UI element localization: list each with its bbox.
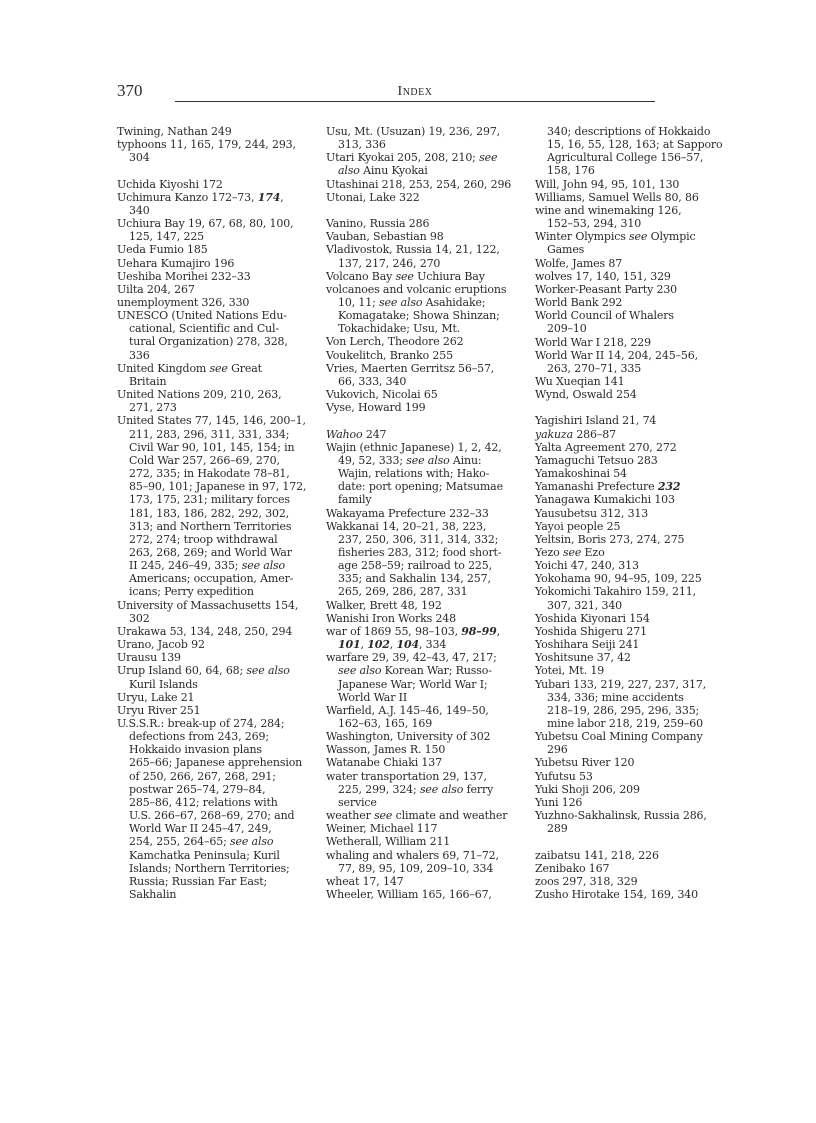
index-entry-subline: 152–53, 294, 310 bbox=[547, 217, 642, 231]
index-entry-subline: Tokachidake; Usu, Mt. bbox=[338, 322, 461, 336]
index-entry bbox=[117, 362, 305, 388]
index-entry-heading: Yagishiri Island 21, 74 bbox=[535, 414, 657, 428]
index-entry-heading: Yalta Agreement 270, 272 bbox=[535, 440, 677, 454]
index-entry bbox=[535, 493, 725, 506]
index-entry bbox=[535, 441, 725, 454]
index-entry-heading: Uchida Kiyoshi 172 bbox=[117, 177, 223, 191]
index-column-1 bbox=[117, 125, 305, 901]
index-entry-heading: Wahoo 247 bbox=[326, 427, 387, 441]
index-entry-subline: Sakhalin bbox=[129, 888, 177, 902]
index-entry bbox=[326, 401, 516, 414]
index-entry bbox=[117, 283, 305, 296]
index-entry-heading: Will, John 94, 95, 101, 130 bbox=[535, 177, 680, 191]
index-entry-heading: Zusho Hirotake 154, 169, 340 bbox=[535, 888, 698, 902]
index-entry bbox=[326, 599, 516, 612]
index-entry bbox=[535, 875, 725, 888]
index-entry-subline: Civil War 90, 101, 145, 154; in bbox=[129, 440, 295, 454]
index-entry bbox=[535, 770, 725, 783]
index-entry-heading: World Council of Whalers bbox=[535, 309, 674, 323]
index-entry-heading: Wajin (ethnic Japanese) 1, 2, 42, bbox=[326, 440, 502, 454]
index-entry-subline: Agricultural College 156–57, bbox=[547, 151, 704, 165]
index-entry-subline: Britain bbox=[129, 374, 167, 388]
index-entry bbox=[326, 770, 516, 809]
letter-section-gap bbox=[326, 414, 516, 427]
index-entry-heading: volcanoes and volcanic eruptions bbox=[326, 282, 507, 296]
index-entry bbox=[326, 349, 516, 362]
index-entry bbox=[117, 257, 305, 270]
index-entry-heading: Wanishi Iron Works 248 bbox=[326, 611, 457, 625]
letter-section-gap bbox=[326, 204, 516, 217]
index-entry-heading: wine and winemaking 126, bbox=[535, 203, 682, 217]
index-entry bbox=[326, 822, 516, 835]
index-entry-heading: Yuzhno-Sakhalinsk, Russia 286, bbox=[535, 809, 707, 823]
index-entry bbox=[117, 309, 305, 362]
index-entry-heading: Yausubetsu 312, 313 bbox=[535, 506, 649, 520]
index-entry-heading: U.S.S.R.: break-up of 274, 284; bbox=[117, 717, 285, 731]
index-entry bbox=[535, 585, 725, 611]
index-entry bbox=[326, 625, 516, 651]
index-entry-heading: Voukelitch, Branko 255 bbox=[326, 348, 453, 362]
index-entry-heading: Urausu 139 bbox=[117, 651, 181, 665]
index-entry-subline: 49, 52, 333; see also Ainu: bbox=[338, 453, 482, 467]
index-entry bbox=[535, 414, 725, 427]
index-entry-subline: fisheries 283, 312; food short- bbox=[338, 545, 502, 559]
index-entry-subline: 158, 176 bbox=[547, 164, 595, 178]
index-entry bbox=[535, 664, 725, 677]
index-entry bbox=[326, 178, 516, 191]
index-entry bbox=[535, 309, 725, 335]
index-entry-heading: Yoichi 47, 240, 313 bbox=[535, 559, 639, 573]
index-entry bbox=[535, 888, 725, 901]
index-entry-subline: 225, 299, 324; see also ferry bbox=[338, 782, 494, 796]
index-entry-heading: Yuki Shoji 206, 209 bbox=[535, 782, 640, 796]
index-entry-heading: Yanagawa Kumakichi 103 bbox=[535, 493, 675, 507]
index-entry-subline: also Ainu Kyokai bbox=[338, 164, 428, 178]
index-entry-heading: Wheeler, William 165, 166–67, bbox=[326, 888, 492, 902]
index-entry bbox=[326, 283, 516, 336]
index-entry-subline: World War II bbox=[338, 690, 408, 704]
running-header-title: Index bbox=[397, 84, 433, 99]
index-entry bbox=[326, 125, 516, 151]
index-entry-heading: Urano, Jacob 92 bbox=[117, 638, 205, 652]
index-entry-subline: 237, 250, 306, 311, 314, 332; bbox=[338, 532, 499, 546]
index-entry-subline: World War II 245–47, 249, bbox=[129, 822, 272, 836]
index-entry-heading: war of 1869 55, 98–103, 98–99, bbox=[326, 624, 501, 638]
index-entry-heading: Twining, Nathan 249 bbox=[117, 125, 232, 138]
index-entry-subline: 254, 255, 264–65; see also bbox=[129, 835, 274, 849]
index-entry bbox=[326, 270, 516, 283]
index-entry-heading: Vyse, Howard 199 bbox=[326, 401, 426, 415]
index-entry-subline: Americans; occupation, Amer- bbox=[129, 572, 294, 586]
index-entry-subline: service bbox=[338, 795, 377, 809]
index-entry-subline: 263, 270–71, 335 bbox=[547, 361, 642, 375]
index-entry-subline: 125, 147, 225 bbox=[129, 230, 205, 244]
index-entry bbox=[535, 546, 725, 559]
index-entry-subline: Hokkaido invasion plans bbox=[129, 743, 262, 757]
index-entry-subline: defections from 243, 269; bbox=[129, 730, 269, 744]
index-entry-heading: Yokomichi Takahiro 159, 211, bbox=[535, 585, 696, 599]
index-entry-subline: 15, 16, 55, 128, 163; at Sapporo bbox=[547, 138, 723, 152]
index-entry-subline: 340 bbox=[129, 203, 150, 217]
index-entry bbox=[326, 428, 516, 441]
index-entry-subline: Russia; Russian Far East; bbox=[129, 874, 268, 888]
index-entry bbox=[535, 533, 725, 546]
index-entry-heading: Ueda Fumio 185 bbox=[117, 243, 208, 257]
index-entry bbox=[326, 230, 516, 243]
index-entry-heading: Wakkanai 14, 20–21, 38, 223, bbox=[326, 519, 487, 533]
index-entry-heading: Utonai, Lake 322 bbox=[326, 190, 420, 204]
index-entry-subline: Wajin, relations with; Hako- bbox=[338, 467, 490, 481]
index-entry-heading: Yamakoshinai 54 bbox=[535, 467, 627, 481]
index-entry bbox=[535, 625, 725, 638]
index-entry-heading: Wasson, James R. 150 bbox=[326, 743, 446, 757]
index-entry bbox=[117, 138, 305, 164]
index-entry bbox=[535, 783, 725, 796]
index-entry bbox=[535, 651, 725, 664]
index-entry-subline: 335; and Sakhalin 134, 257, bbox=[338, 572, 491, 586]
index-entry bbox=[535, 809, 725, 835]
index-entry bbox=[117, 717, 305, 901]
index-entry bbox=[117, 388, 305, 414]
index-entry-subline: cational, Scientific and Cul- bbox=[129, 322, 279, 336]
index-entry bbox=[326, 243, 516, 269]
index-entry bbox=[326, 888, 516, 901]
index-entry-subline: 218–19, 286, 295, 296, 335; bbox=[547, 703, 700, 717]
index-entry bbox=[117, 243, 305, 256]
index-entry-heading: Winter Olympics see Olympic bbox=[535, 230, 696, 244]
index-entry-heading: Yeltsin, Boris 273, 274, 275 bbox=[535, 532, 685, 546]
index-entry-heading: University of Massachusetts 154, bbox=[117, 598, 299, 612]
index-entry-subline: 313, 336 bbox=[338, 138, 386, 152]
index-entry-subline: 77, 89, 95, 109, 209–10, 334 bbox=[338, 861, 494, 875]
index-entry-subline: Komagatake; Showa Shinzan; bbox=[338, 309, 500, 323]
index-entry-heading: zaibatsu 141, 218, 226 bbox=[535, 848, 659, 862]
index-entry-heading: Uryu River 251 bbox=[117, 703, 201, 717]
index-entry-heading: Wetherall, William 211 bbox=[326, 835, 451, 849]
index-entry-heading: United Kingdom see Great bbox=[117, 361, 262, 375]
index-entry bbox=[326, 875, 516, 888]
index-entry bbox=[535, 336, 725, 349]
index-entry-heading: Vries, Maerten Gerritsz 56–57, bbox=[326, 361, 495, 375]
index-entry bbox=[326, 191, 516, 204]
index-entry-subline: Games bbox=[547, 243, 585, 257]
index-entry-heading: Von Lerch, Theodore 262 bbox=[326, 335, 464, 349]
index-entry bbox=[117, 664, 305, 690]
index-entry bbox=[535, 454, 725, 467]
index-entry bbox=[117, 270, 305, 283]
index-entry-heading: Urup Island 60, 64, 68; see also bbox=[117, 664, 290, 678]
index-entry bbox=[326, 151, 516, 177]
index-column-3 bbox=[535, 125, 725, 901]
index-entry bbox=[535, 428, 725, 441]
index-entry-continuation bbox=[535, 125, 725, 178]
index-entry-subline: of 250, 266, 267, 268, 291; bbox=[129, 769, 276, 783]
page-number: 370 bbox=[117, 81, 143, 100]
letter-section-gap bbox=[535, 401, 725, 414]
index-entry-subline: age 258–59; railroad to 225, bbox=[338, 559, 492, 573]
index-entry bbox=[326, 809, 516, 822]
index-entry-heading: Walker, Brett 48, 192 bbox=[326, 598, 442, 612]
index-entry-heading: Uchimura Kanzo 172–73, 174, bbox=[117, 190, 284, 204]
index-entry-subline: 263, 268, 269; and World War bbox=[129, 545, 292, 559]
index-entry bbox=[535, 257, 725, 270]
index-entry-heading: yakuza 286–87 bbox=[535, 427, 616, 441]
index-entry-subline: Islands; Northern Territories; bbox=[129, 861, 290, 875]
index-entry-subline: II 245, 246–49, 335; see also bbox=[129, 559, 286, 573]
index-entry-heading: Usu, Mt. (Usuzan) 19, 236, 297, bbox=[326, 125, 501, 138]
index-entry bbox=[535, 638, 725, 651]
index-entry-subline: 334, 336; mine accidents bbox=[547, 690, 684, 704]
index-entry-heading: typhoons 11, 165, 179, 244, 293, bbox=[117, 138, 296, 152]
index-entry-heading: Zenibako 167 bbox=[535, 861, 610, 875]
index-entry-heading: Yoshida Kiyonari 154 bbox=[535, 611, 650, 625]
index-entry bbox=[535, 375, 725, 388]
letter-section-gap bbox=[117, 164, 305, 177]
index-entry-heading: Utashinai 218, 253, 254, 260, 296 bbox=[326, 177, 512, 191]
index-entry bbox=[326, 730, 516, 743]
index-entry-subline: 181, 183, 186, 282, 292, 302, bbox=[129, 506, 290, 520]
index-entry bbox=[117, 125, 305, 138]
index-entry-heading: World Bank 292 bbox=[535, 296, 623, 310]
index-entry-heading: Yamanashi Prefecture 232 bbox=[535, 480, 681, 494]
index-entry bbox=[117, 191, 305, 217]
index-entry-heading: Yoshitsune 37, 42 bbox=[535, 651, 631, 665]
index-entry bbox=[535, 678, 725, 731]
index-entry-heading: zoos 297, 318, 329 bbox=[535, 874, 638, 888]
index-entry-subline: 289 bbox=[547, 822, 568, 836]
index-entry-heading: Urakawa 53, 134, 248, 250, 294 bbox=[117, 624, 293, 638]
index-entry-subline: 340; descriptions of Hokkaido bbox=[547, 125, 711, 138]
index-entry bbox=[535, 388, 725, 401]
index-entry bbox=[326, 612, 516, 625]
index-entry bbox=[535, 520, 725, 533]
index-entry-subline: Kuril Islands bbox=[129, 677, 198, 691]
index-entry bbox=[326, 388, 516, 401]
index-entry-heading: Watanabe Chiaki 137 bbox=[326, 756, 442, 770]
index-entry bbox=[535, 612, 725, 625]
index-entry bbox=[535, 796, 725, 809]
index-entry bbox=[326, 651, 516, 704]
index-entry bbox=[117, 704, 305, 717]
index-entry bbox=[535, 283, 725, 296]
index-entry bbox=[326, 441, 516, 507]
index-entry bbox=[535, 849, 725, 862]
index-entry-subline: 336 bbox=[129, 348, 150, 362]
index-entry-subline: 272, 274; troop withdrawal bbox=[129, 532, 278, 546]
index-entry-heading: unemployment 326, 330 bbox=[117, 296, 250, 310]
index-entry-heading: Vladivostok, Russia 14, 21, 122, bbox=[326, 243, 500, 257]
index-entry bbox=[535, 572, 725, 585]
index-entry-subline: 302 bbox=[129, 611, 150, 625]
index-entry-heading: Uchiura Bay 19, 67, 68, 80, 100, bbox=[117, 217, 294, 231]
index-entry bbox=[326, 704, 516, 730]
index-entry-heading: Worker-Peasant Party 230 bbox=[535, 282, 678, 296]
index-entry-heading: water transportation 29, 137, bbox=[326, 769, 487, 783]
index-entry-subline: icans; Perry expedition bbox=[129, 585, 254, 599]
index-entry bbox=[326, 217, 516, 230]
index-entry-subline: 285–86, 412; relations with bbox=[129, 795, 278, 809]
index-entry-heading: Volcano Bay see Uchiura Bay bbox=[326, 269, 485, 283]
index-entry-heading: Yufutsu 53 bbox=[535, 769, 593, 783]
index-entry bbox=[117, 178, 305, 191]
index-entry-heading: Yamaguchi Tetsuo 283 bbox=[535, 453, 658, 467]
index-entry bbox=[535, 230, 725, 256]
index-entry bbox=[535, 204, 725, 230]
index-entry-subline: 85–90, 101; Japanese in 97, 172, bbox=[129, 480, 307, 494]
index-entry bbox=[326, 507, 516, 520]
index-entry-heading: Vauban, Sebastian 98 bbox=[326, 230, 444, 244]
index-entry bbox=[535, 349, 725, 375]
index-entry-subline: 10, 11; see also Asahidake; bbox=[338, 296, 486, 310]
index-entry-heading: Yubari 133, 219, 227, 237, 317, bbox=[535, 677, 707, 691]
index-entry-heading: Warfield, A.J. 145–46, 149–50, bbox=[326, 703, 489, 717]
index-entry-subline: 66, 333, 340 bbox=[338, 374, 407, 388]
index-entry-heading: Yubetsu River 120 bbox=[535, 756, 635, 770]
index-entry-heading: weather see climate and weather bbox=[326, 809, 508, 823]
letter-section-gap bbox=[535, 835, 725, 848]
index-entry-subline: 211, 283, 296, 311, 331, 334; bbox=[129, 427, 290, 441]
index-column-2 bbox=[326, 125, 516, 901]
index-entry-heading: whaling and whalers 69, 71–72, bbox=[326, 848, 499, 862]
index-entry bbox=[117, 691, 305, 704]
index-entry-heading: Uryu, Lake 21 bbox=[117, 690, 195, 704]
index-entry-subline: U.S. 266–67, 268–69, 270; and bbox=[129, 809, 295, 823]
index-entry bbox=[326, 835, 516, 848]
index-entry-subline: 209–10 bbox=[547, 322, 587, 336]
index-entry-heading: Utari Kyokai 205, 208, 210; see bbox=[326, 151, 498, 165]
index-entry bbox=[535, 559, 725, 572]
index-entry-subline: mine labor 218, 219, 259–60 bbox=[547, 717, 703, 731]
index-entry bbox=[326, 743, 516, 756]
index-entry-heading: Yotei, Mt. 19 bbox=[535, 664, 605, 678]
index-entry bbox=[535, 467, 725, 480]
index-entry-heading: Yezo see Ezo bbox=[535, 545, 605, 559]
index-entry-subline: 173, 175, 231; military forces bbox=[129, 493, 290, 507]
index-entry bbox=[535, 270, 725, 283]
index-entry bbox=[326, 849, 516, 875]
index-entry bbox=[117, 651, 305, 664]
index-entry-subline: family bbox=[338, 493, 372, 507]
index-entry-subline: Cold War 257, 266–69, 270, bbox=[129, 453, 280, 467]
index-entry-subline: 304 bbox=[129, 151, 150, 165]
index-entry-heading: Uilta 204, 267 bbox=[117, 282, 195, 296]
index-entry-subline: 271, 273 bbox=[129, 401, 177, 415]
index-entry bbox=[535, 730, 725, 756]
index-entry-heading: wheat 17, 147 bbox=[326, 874, 404, 888]
index-entry-subline: Kamchatka Peninsula; Kuril bbox=[129, 848, 280, 862]
index-entry bbox=[535, 756, 725, 769]
index-entry bbox=[117, 599, 305, 625]
index-entry-heading: Yoshida Shigeru 271 bbox=[535, 624, 647, 638]
index-entry bbox=[535, 178, 725, 191]
index-entry bbox=[535, 507, 725, 520]
index-entry bbox=[535, 296, 725, 309]
index-entry-heading: UNESCO (United Nations Edu- bbox=[117, 309, 287, 323]
index-entry bbox=[326, 335, 516, 348]
index-entry-subline: 272, 335; in Hakodate 78–81, bbox=[129, 467, 290, 481]
index-entry-subline: 296 bbox=[547, 743, 568, 757]
index-entry-heading: United Nations 209, 210, 263, bbox=[117, 388, 282, 402]
index-entry-heading: Weiner, Michael 117 bbox=[326, 822, 438, 836]
index-entry-heading: United States 77, 145, 146, 200–1, bbox=[117, 414, 306, 428]
index-entry-heading: Wakayama Prefecture 232–33 bbox=[326, 506, 489, 520]
index-entry bbox=[535, 480, 725, 493]
index-entry-heading: warfare 29, 39, 42–43, 47, 217; bbox=[326, 651, 497, 665]
header-rule bbox=[175, 101, 655, 102]
index-entry-subline: 265–66; Japanese apprehension bbox=[129, 756, 303, 770]
index-entry-subline: 313; and Northern Territories bbox=[129, 519, 292, 533]
index-entry-heading: Ueshiba Morihei 232–33 bbox=[117, 269, 251, 283]
index-entry bbox=[326, 756, 516, 769]
index-entry-heading: Washington, University of 302 bbox=[326, 730, 491, 744]
index-entry-heading: Wynd, Oswald 254 bbox=[535, 388, 637, 402]
index-entry-subline: 162–63, 165, 169 bbox=[338, 717, 433, 730]
index-entry-subline: see also Korean War; Russo- bbox=[338, 664, 492, 678]
index-entry-heading: World War II 14, 204, 245–56, bbox=[535, 348, 698, 362]
index-entry-heading: Yoshihara Seiji 241 bbox=[535, 638, 640, 652]
index-entry-heading: Vukovich, Nicolai 65 bbox=[326, 388, 438, 402]
index-entry-subline: tural Organization) 278, 328, bbox=[129, 335, 288, 349]
index-entry-heading: Uehara Kumajiro 196 bbox=[117, 256, 235, 270]
index-entry-heading: Vanino, Russia 286 bbox=[326, 217, 430, 231]
index-entry-subline: 265, 269, 286, 287, 331 bbox=[338, 585, 468, 599]
index-entry bbox=[117, 217, 305, 243]
index-entry bbox=[326, 520, 516, 599]
index-entry-subline: Japanese War; World War I; bbox=[338, 677, 488, 691]
index-entry-heading: Yayoi people 25 bbox=[535, 519, 621, 533]
index-entry-heading: Wu Xueqian 141 bbox=[535, 374, 625, 388]
index-entry-heading: Yuni 126 bbox=[535, 795, 583, 809]
index-entry bbox=[117, 296, 305, 309]
index-entry-subline: 101, 102, 104, 334 bbox=[338, 638, 447, 652]
index-entry-heading: Yubetsu Coal Mining Company bbox=[535, 730, 703, 744]
index-entry-heading: World War I 218, 229 bbox=[535, 335, 651, 349]
index-entry bbox=[535, 191, 725, 204]
index-entry-heading: wolves 17, 140, 151, 329 bbox=[535, 269, 671, 283]
index-entry bbox=[535, 862, 725, 875]
index-entry-heading: Wolfe, James 87 bbox=[535, 256, 623, 270]
index-entry-subline: 307, 321, 340 bbox=[547, 598, 623, 612]
index-entry bbox=[117, 414, 305, 598]
index-entry-heading: Williams, Samuel Wells 80, 86 bbox=[535, 190, 699, 204]
index-entry bbox=[326, 362, 516, 388]
index-entry-subline: postwar 265–74, 279–84, bbox=[129, 782, 266, 796]
index-entry-subline: date: port opening; Matsumae bbox=[338, 480, 503, 494]
index-entry-subline: 137, 217, 246, 270 bbox=[338, 256, 441, 270]
index-entry bbox=[117, 638, 305, 651]
index-entry-heading: Yokohama 90, 94–95, 109, 225 bbox=[535, 572, 702, 586]
index-entry bbox=[117, 625, 305, 638]
